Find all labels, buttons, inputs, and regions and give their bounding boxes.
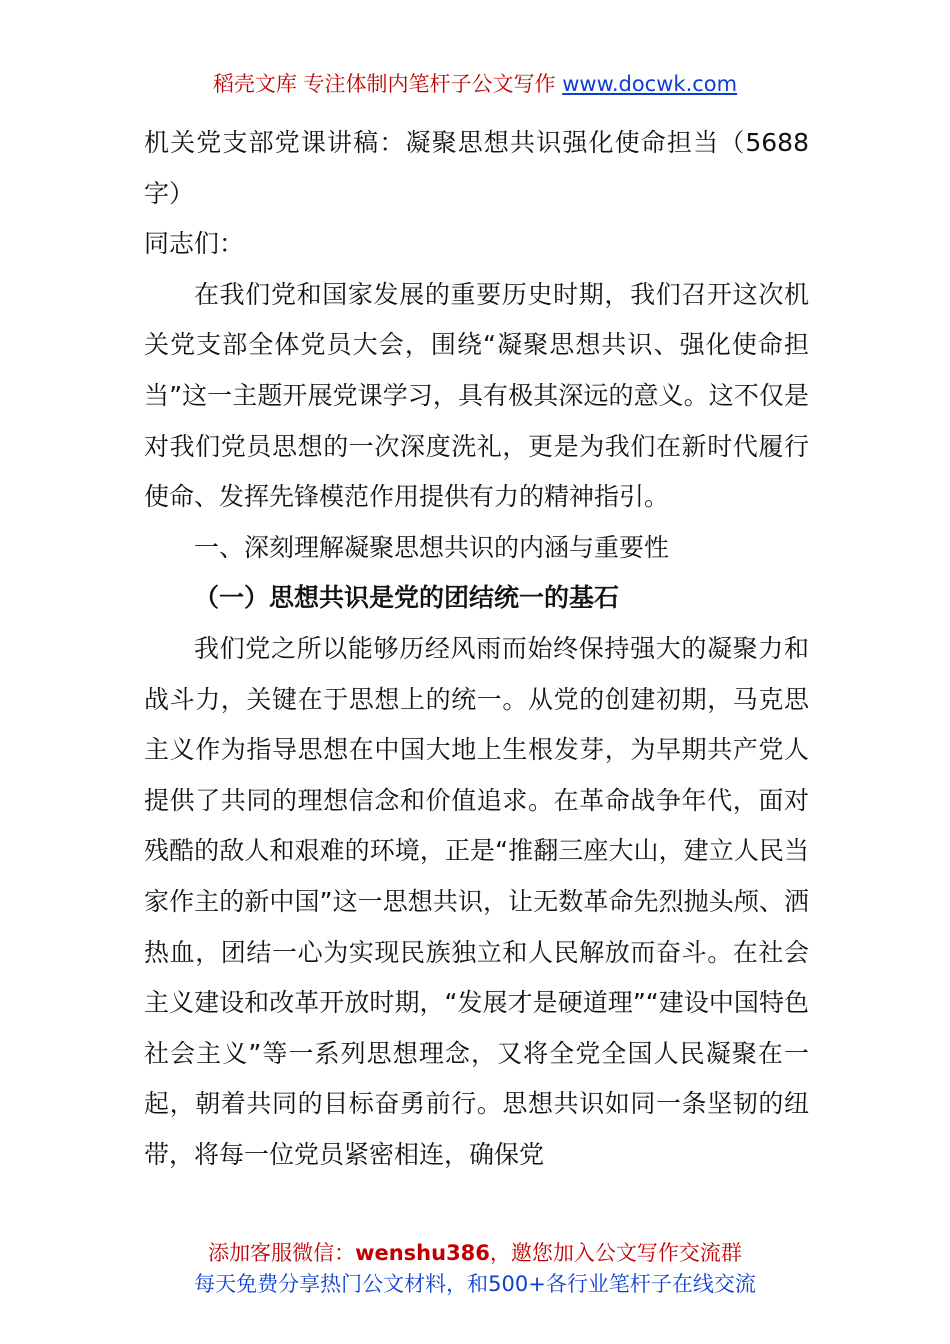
subsection-heading: （一）思想共识是党的团结统一的基石	[194, 583, 620, 613]
body-paragraph: 我们党之所以能够历经风雨而始终保持强大的凝聚力和战斗力，关键在于思想上的统一。从党的创建初期，马克思主义作为指导思想在中国大地上生根发芽，为早期共产党人提供了共同的理想信念和价值追求。在革命战争年代，面对残酷的敌人和艰难的环境，正是“推翻三座大山，建立人民当家作主的新中国”这一思想共识，让无数革命先烈抛头颅、洒热血，团结一心为实现民族独立和人民解放而奋斗。在社会主义建设和改革开放时期，“发展才是硬道理”“建设中国特色社会主义”等一系列思想理念，又将全党全国人民凝聚在一起，朝着共同的目标奋勇前行。思想共识如同一条坚韧的纽带，将每一位党员紧密相连，确保党	[144, 633, 809, 1169]
intro-paragraph: 在我们党和国家发展的重要历史时期，我们召开这次机关党支部全体党员大会，围绕“凝聚思想共识、强化使命担当”这一主题开展党课学习，具有极其深远的意义。这不仅是对我们党员思想的一次深度洗礼，更是为我们在新时代履行使命、发挥先锋模范作用提供有力的精神指引。	[144, 279, 809, 512]
salutation: 同志们：	[144, 229, 245, 259]
page-footer	[0, 1238, 950, 1300]
footer-contact-prefix: 添加客服微信：	[208, 1241, 356, 1265]
document-title: 机关党支部党课讲稿：凝聚思想共识强化使命担当（5688字）	[144, 128, 809, 208]
footer-contact-suffix: ，邀您加入公文写作交流群	[489, 1241, 742, 1265]
wechat-id: wenshu386	[355, 1241, 490, 1265]
header-brand: 稻壳文库 专注体制内笔杆子公文写作	[212, 72, 563, 96]
section-heading: 一、深刻理解凝聚思想共识的内涵与重要性	[194, 532, 670, 562]
footer-contact-line	[0, 1238, 950, 1269]
header-url-link[interactable]: www.docwk.com	[562, 72, 738, 96]
footer-promo-line: 每天免费分享热门公文材料，和500+各行业笔杆子在线交流	[194, 1272, 756, 1296]
document-body	[144, 118, 809, 1180]
page-header	[0, 68, 950, 100]
